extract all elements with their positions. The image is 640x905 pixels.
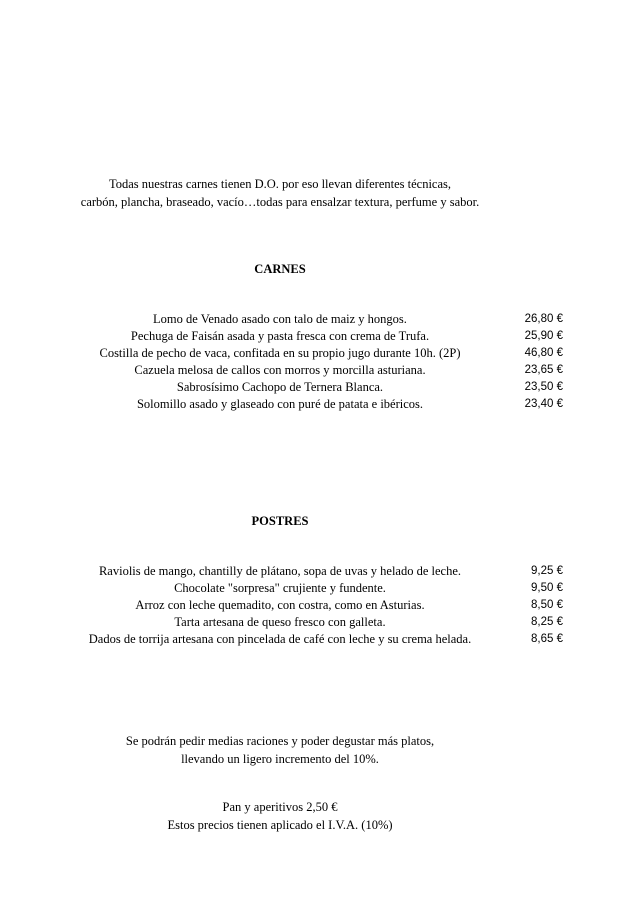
raciones-line-1: Se podrán pedir medias raciones y poder degustar más platos, bbox=[125, 734, 435, 748]
intro-line-2: carbón, plancha, braseado, vacío…todas para ensalzar textura, perfume y sabor. bbox=[80, 194, 480, 209]
carnes-heading: CARNES bbox=[254, 262, 306, 276]
postres-item-price: 9,50 € bbox=[531, 582, 563, 594]
postres-item-price: 9,25 € bbox=[531, 565, 563, 577]
carnes-item-name: Cazuela melosa de callos con morros y morcilla asturiana. bbox=[134, 363, 426, 377]
medias-raciones-note bbox=[30, 733, 530, 768]
carnes-item-name: Pechuga de Faisán asada y pasta fresca con crema de Trufa. bbox=[130, 329, 430, 343]
postres-item-price: 8,25 € bbox=[531, 616, 563, 628]
postres-item-name: Raviolis de mango, chantilly de plátano, sopa de uvas y helado de leche. bbox=[98, 564, 462, 578]
pan-aperitivos-line: Pan y aperitivos 2,50 € bbox=[222, 800, 338, 814]
raciones-line-2: llevando un ligero incremento del 10%. bbox=[181, 751, 379, 766]
postres-item-price: 8,50 € bbox=[531, 599, 563, 611]
intro-text bbox=[30, 176, 530, 211]
postres-item-name: Arroz con leche quemadito, con costra, como en Asturias. bbox=[135, 598, 425, 612]
carnes-item-name: Lomo de Venado asado con talo de maiz y hongos. bbox=[153, 312, 407, 326]
carnes-item-price: 23,50 € bbox=[524, 381, 563, 393]
carnes-item-name: Costilla de pecho de vaca, confitada en su propio jugo durante 10h. (2P) bbox=[99, 346, 461, 360]
intro-line-1: Todas nuestras carnes tienen D.O. por eso llevan diferentes técnicas, bbox=[108, 177, 452, 191]
footer-note bbox=[30, 799, 530, 834]
carnes-item-name: Sabrosísimo Cachopo de Ternera Blanca. bbox=[176, 380, 384, 394]
postres-item-price: 8,65 € bbox=[531, 633, 563, 645]
carnes-item-price: 23,65 € bbox=[524, 364, 563, 376]
iva-line: Estos precios tienen aplicado el I.V.A. (10%) bbox=[167, 817, 393, 832]
carnes-item-name: Solomillo asado y glaseado con puré de patata e ibéricos. bbox=[136, 397, 424, 411]
carnes-item-price: 46,80 € bbox=[524, 347, 563, 359]
postres-item-name: Dados de torrija artesana con pincelada de café con leche y su crema helada. bbox=[88, 632, 472, 646]
postres-heading: POSTRES bbox=[251, 514, 309, 528]
carnes-item-price: 26,80 € bbox=[524, 313, 563, 325]
carnes-item-price: 23,40 € bbox=[524, 398, 563, 410]
postres-item-name: Tarta artesana de queso fresco con galleta. bbox=[174, 615, 386, 629]
postres-item-name: Chocolate "sorpresa" crujiente y fundente. bbox=[174, 581, 386, 595]
carnes-item-price: 25,90 € bbox=[524, 330, 563, 342]
